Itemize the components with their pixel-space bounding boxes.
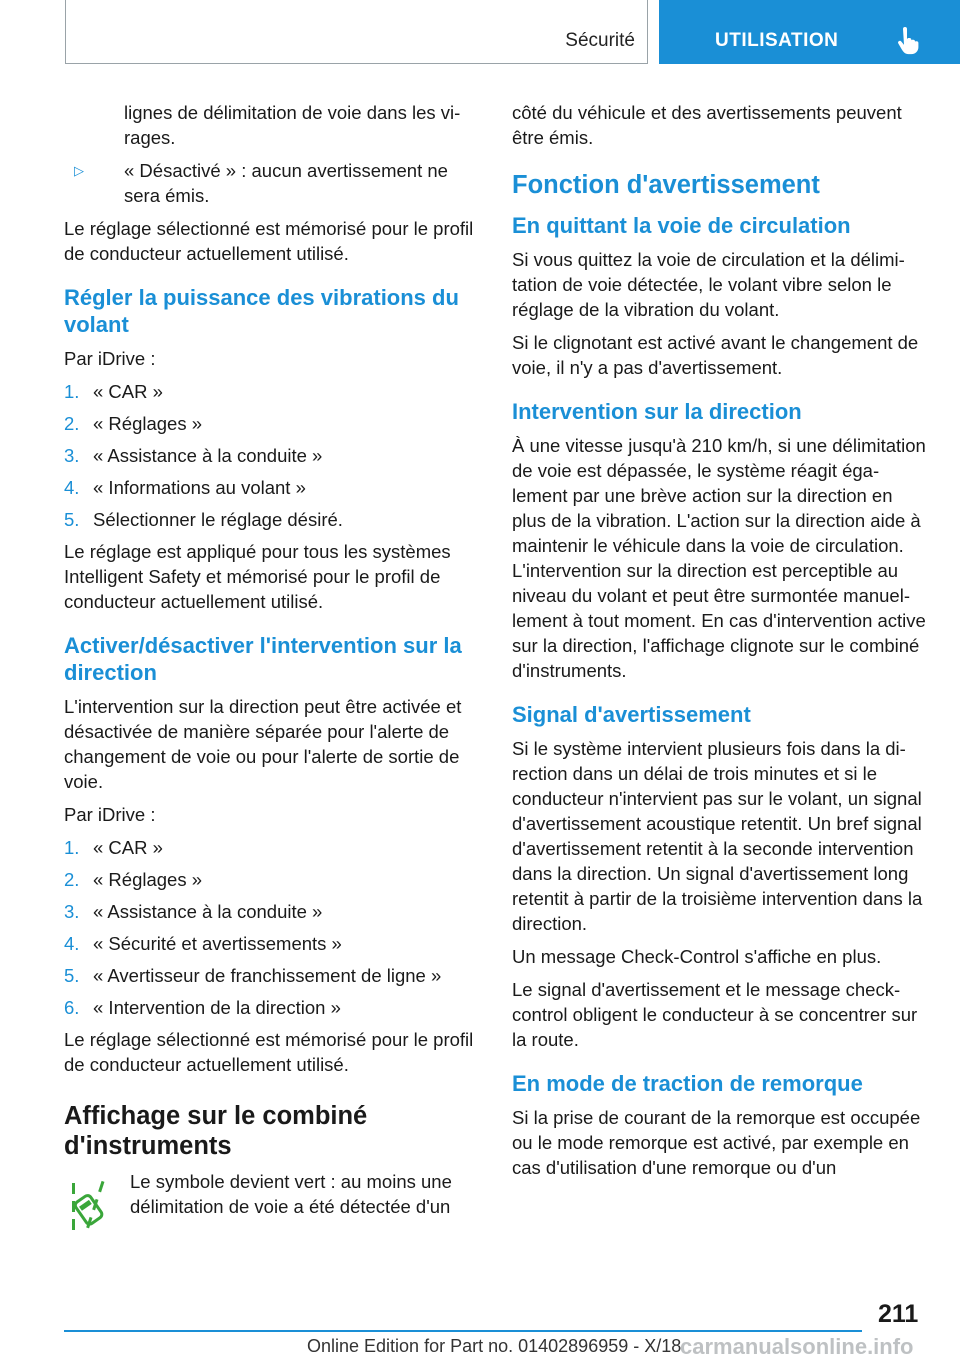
- bullet-text: « Désactivé » : aucun avertissement ne sera émis.: [124, 160, 448, 206]
- paragraph: Si le système intervient plusieurs fois dans la direction dans un délai de trois minutes et si le conducteur n'intervient pas sur le volant, un signal d'avertissement acoustique retentit. Un bref signal d'avertissement retentit à la seconde intervention dans la direction. Un signal d'avertissement long retentit à partir de la troisième intervention dans la direction.: [512, 738, 923, 934]
- list-item: 5. Sélectionner le réglage désiré.: [64, 509, 343, 530]
- list-item: 2. « Réglages »: [64, 413, 203, 434]
- paragraph: Le signal d'avertissement et le message check-control obligent le conducteur à se concentrer sur la route.: [512, 979, 918, 1050]
- subheading-intervention: Intervention sur la direction: [512, 399, 802, 424]
- list-item: 4. « Informations au volant »: [64, 477, 306, 498]
- paragraph: Par iDrive :: [64, 804, 156, 825]
- list-item: 3. « Assistance à la conduite »: [64, 901, 323, 922]
- right-column: [512, 100, 926, 1188]
- bullet-item: [64, 158, 478, 208]
- paragraph: Par iDrive :: [64, 348, 156, 369]
- watermark: carmanualsonline.info: [680, 1334, 914, 1359]
- header-chapter-tab: [659, 0, 960, 64]
- paragraph: Un message Check-Control s'affiche en plus.: [512, 946, 882, 967]
- hand-pointer-icon: [896, 26, 920, 56]
- paragraph: côté du véhicule et des avertissements peuvent être émis.: [512, 102, 902, 148]
- list-item: 1. « CAR »: [64, 381, 163, 402]
- paragraph: Si la prise de courant de la remorque est occupée ou le mode remorque est activé, par exemple en cas d'utilisation d'une remorque ou d'un: [512, 1107, 921, 1178]
- paragraph: Si le clignotant est activé avant le changement de voie, il n'y a pas d'avertissement.: [512, 332, 919, 378]
- list-item: 3. « Assistance à la conduite »: [64, 445, 323, 466]
- list-item: 2. « Réglages »: [64, 869, 203, 890]
- list-item: 6. « Intervention de la direction »: [64, 997, 341, 1018]
- lane-departure-warning-icon: [64, 1179, 130, 1239]
- footer-edition: Online Edition for Part no. 01402896959 - X/18: [307, 1336, 682, 1356]
- paragraph: Le réglage sélectionné est mémorisé pour le profil de conducteur actuellement utilisé.: [64, 1029, 474, 1075]
- paragraph: Le réglage est appliqué pour tous les systèmes Intelligent Safety et mémorisé pour le profil de conducteur actuellement utilisé.: [64, 541, 451, 612]
- paragraph: À une vitesse jusqu'à 210 km/h, si une délimitation de voie est dépassée, le système réagit également par une brève action sur la direction en plus de la vibration. L'action sur la direction aide à maintenir le véhicule dans la voie de circulation. L'intervention sur la direction est perceptible au niveau du volant et peut être surmontée manuellement à tout moment. En cas d'intervention active sur la direction, l'affichage clignote sur le combiné d'instruments.: [512, 435, 926, 681]
- left-column: [64, 100, 478, 1239]
- list-continuation: lignes de délimitation de voie dans les virages.: [124, 102, 461, 148]
- paragraph: L'intervention sur la direction peut être activée et désactivée de manière séparée pour l'alerte de changement de voie ou pour l'alerte de sortie de voie.: [64, 696, 462, 792]
- section-heading-combine: Affichage sur le combiné d'instruments: [64, 1102, 368, 1160]
- steps-list-vibration: [64, 379, 478, 532]
- subheading-remorque: En mode de traction de remorque: [512, 1071, 863, 1096]
- page-number: 211: [878, 1300, 919, 1328]
- header-section-box: [65, 0, 648, 64]
- list-item: 4. « Sécurité et avertissements »: [64, 933, 342, 954]
- steps-list-intervention: [64, 835, 478, 1020]
- paragraph: Le réglage sélectionné est mémorisé pour le profil de conducteur actuellement utilisé.: [64, 218, 474, 264]
- section-heading-intervention-toggle: Activer/désactiver l'intervention sur la direction: [64, 633, 462, 685]
- subheading-quittant: En quittant la voie de circulation: [512, 213, 851, 238]
- symbol-row: [64, 1169, 478, 1239]
- footer-divider: [64, 1330, 862, 1332]
- section-heading-vibration: Régler la puissance des vibrations du volant: [64, 285, 459, 337]
- section-heading-fonction: Fonction d'avertissement: [512, 171, 820, 199]
- list-item: 1. « CAR »: [64, 837, 163, 858]
- subheading-signal: Signal d'avertissement: [512, 702, 751, 727]
- paragraph: Si vous quittez la voie de circulation et la délimitation de voie détectée, le volant vibre selon le réglage de la vibration du volant.: [512, 249, 905, 320]
- header-section-title: Sécurité: [565, 30, 635, 51]
- triangle-bullet-icon: ▷: [74, 163, 84, 178]
- list-item: 5. « Avertisseur de franchissement de ligne »: [64, 965, 442, 986]
- symbol-description: Le symbole devient vert : au moins une délimitation de voie a été détectée d'un: [130, 1171, 452, 1217]
- header-chapter-label: UTILISATION: [715, 30, 839, 51]
